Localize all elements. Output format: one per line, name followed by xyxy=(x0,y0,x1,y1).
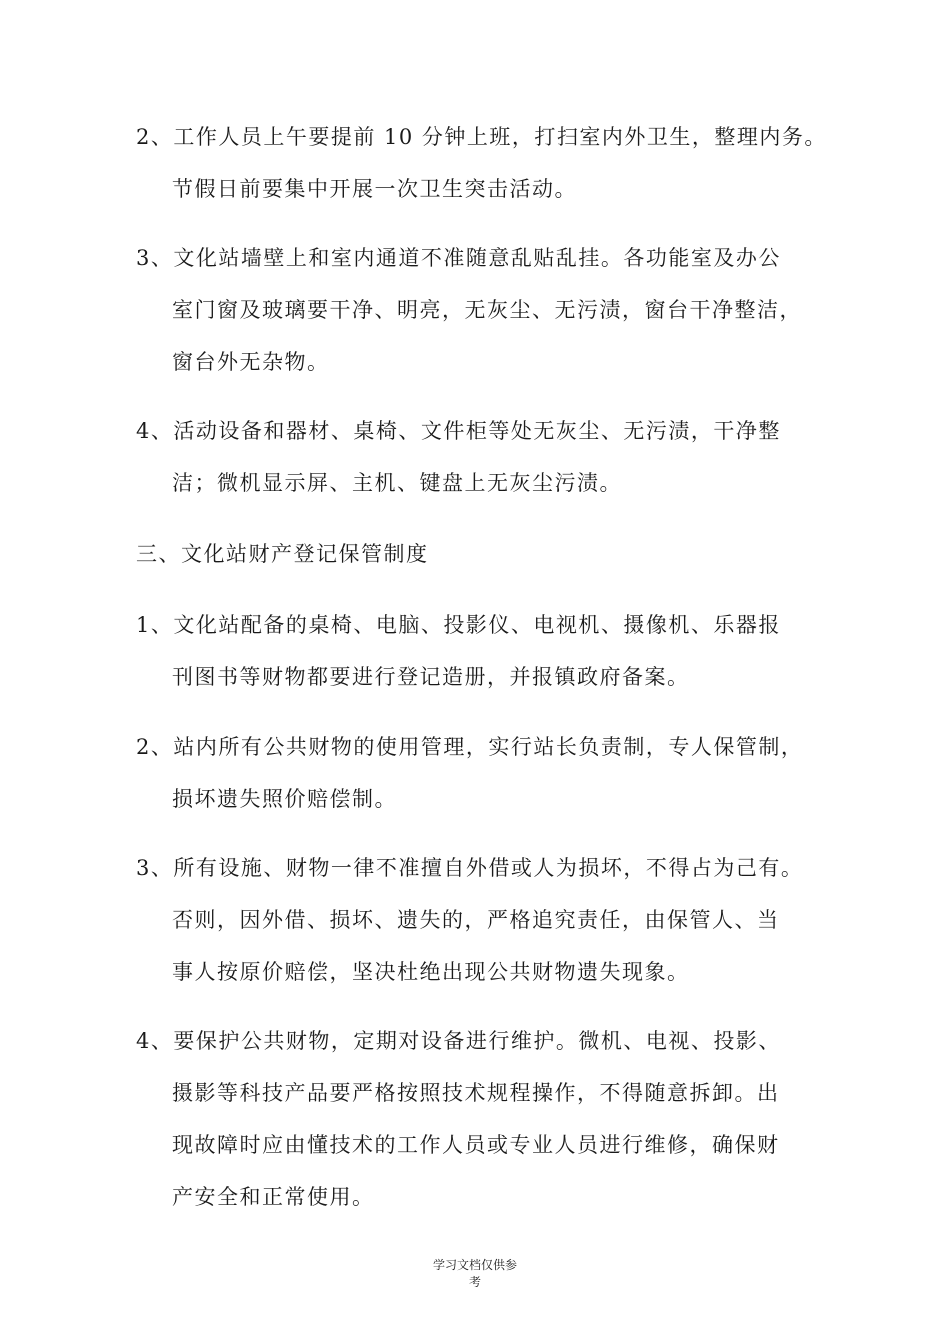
paragraph-property-4 xyxy=(136,1028,836,1236)
text-line: 2、工作人员上午要提前 10 分钟上班，打扫室内外卫生，整理内务。 xyxy=(136,125,827,149)
footer-line: 考 xyxy=(468,1275,481,1289)
text-line: 4、活动设备和器材、桌椅、文件柜等处无灰尘、无污渍，干净整 xyxy=(136,419,781,443)
text-line: 1、文化站配备的桌椅、电脑、投影仪、电视机、摄像机、乐器报 xyxy=(136,613,781,637)
text-line: 摄影等科技产品要严格按照技术规程操作，不得随意拆卸。出 xyxy=(172,1081,780,1105)
paragraph-property-1 xyxy=(136,612,836,716)
text-line: 刊图书等财物都要进行登记造册，并报镇政府备案。 xyxy=(172,665,690,689)
text-line: 3、所有设施、财物一律不准擅自外借或人为损坏，不得占为己有。 xyxy=(136,856,804,880)
text-line: 否则，因外借、损坏、遗失的，严格追究责任，由保管人、当 xyxy=(172,908,780,932)
text-line: 4、要保护公共财物，定期对设备进行维护。微机、电视、投影、 xyxy=(136,1029,781,1053)
text-line: 现故障时应由懂技术的工作人员或专业人员进行维修，确保财 xyxy=(172,1133,780,1157)
text-line: 节假日前要集中开展一次卫生突击活动。 xyxy=(172,177,577,201)
text-line: 室门窗及玻璃要干净、明亮，无灰尘、无污渍，窗台干净整洁， xyxy=(172,298,802,322)
section-heading: 三、文化站财产登记保管制度 xyxy=(136,542,429,566)
text-line: 损坏遗失照价赔偿制。 xyxy=(172,787,397,811)
section-heading-property xyxy=(136,541,836,593)
paragraph-hygiene-3 xyxy=(136,245,836,401)
text-line: 产安全和正常使用。 xyxy=(172,1185,375,1209)
page-footer xyxy=(0,1257,950,1291)
paragraph-property-2 xyxy=(136,734,836,838)
text-line: 2、站内所有公共财物的使用管理，实行站长负责制，专人保管制， xyxy=(136,735,804,759)
paragraph-hygiene-4 xyxy=(136,418,836,522)
footer-line: 学习文档仅供参 xyxy=(432,1258,517,1272)
text-line: 事人按原价赔偿，坚决杜绝出现公共财物遗失现象。 xyxy=(172,960,690,984)
paragraph-property-3 xyxy=(136,855,836,1011)
paragraph-hygiene-2 xyxy=(136,124,836,228)
text-line: 窗台外无杂物。 xyxy=(172,350,330,374)
text-line: 洁；微机显示屏、主机、键盘上无灰尘污渍。 xyxy=(172,471,622,495)
text-line: 3、文化站墙壁上和室内通道不准随意乱贴乱挂。各功能室及办公 xyxy=(136,246,781,270)
